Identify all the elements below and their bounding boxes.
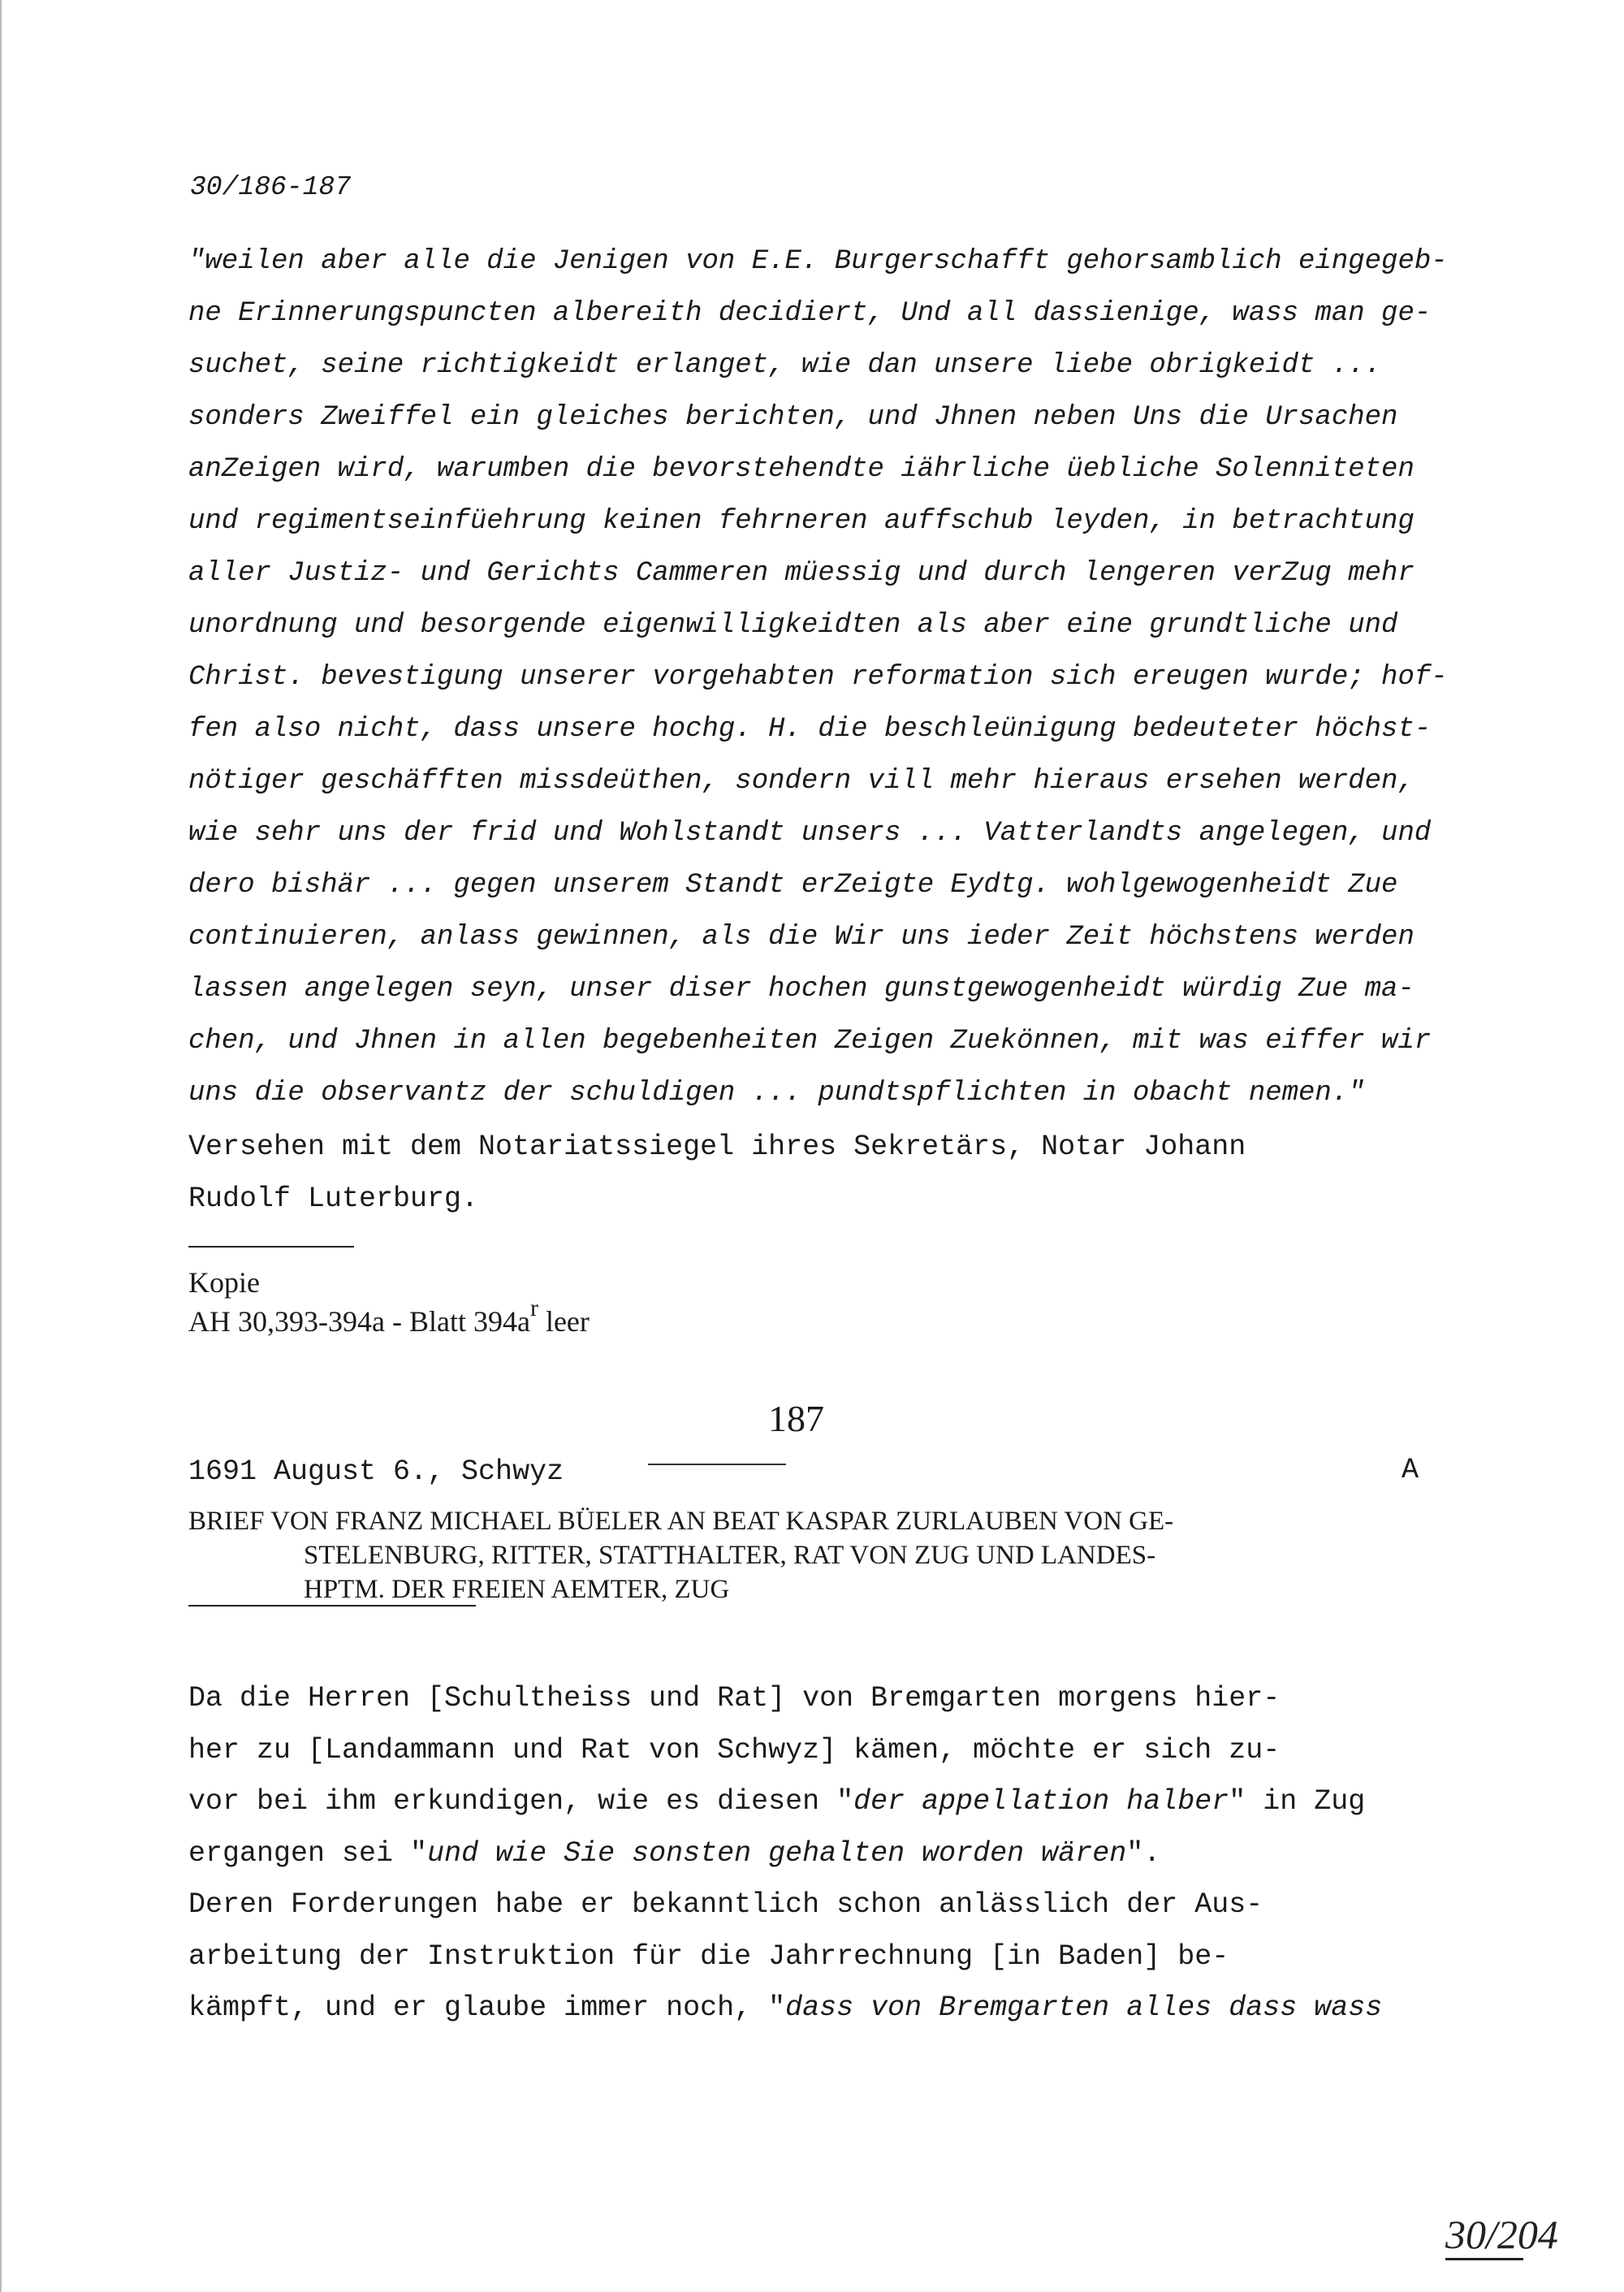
body-quote: und wie Sie sonsten gehalten worden wären: [427, 1836, 1127, 1870]
quote-line: anZeigen wird, warumben die bevorstehendte iährliche üebliche Solenniteten: [188, 454, 1415, 485]
quote-line: Christ. bevestigung unserer vorgehabten reformation sich ereugen wurde; hof-: [188, 662, 1448, 693]
body-text: kämpft, und er glaube immer noch, ": [188, 1991, 786, 2024]
document-marker: A: [1402, 1454, 1419, 1486]
footnote-divider: [188, 1246, 354, 1248]
archive-tail: leer: [545, 1305, 590, 1338]
archive-reference: [188, 1295, 590, 1338]
document-reference: 30/186-187: [190, 172, 352, 202]
body-quote: dass von Bremgarten alles dass wass: [785, 1991, 1383, 2024]
quote-line: suchet, seine richtigkeidt erlanget, wie dan unsere liebe obrigkeidt ...: [188, 350, 1382, 381]
quote-line: fen also nicht, dass unsere hochg. H. die beschleünigung bedeuteter höchst-: [188, 714, 1432, 745]
quote-line: lassen angelegen seyn, unser diser hochen gunstgewogenheidt würdig Zue ma-: [188, 974, 1415, 1005]
body-line: [188, 1931, 1382, 1983]
folio-underline: [1445, 2258, 1523, 2260]
document-title: [188, 1504, 1173, 1607]
quote-line: sonders Zweiffel ein gleiches berichten, und Jhnen neben Uns die Ursachen: [188, 402, 1398, 433]
body-text: vor bei ihm erkundigen, wie es diesen ": [188, 1785, 854, 1818]
seal-note: [188, 1121, 1246, 1225]
body-text: ".: [1126, 1836, 1161, 1870]
quote-line: aller Justiz- und Gerichts Cammeren müessig und durch lengeren verZug mehr: [188, 558, 1415, 589]
body-text: Deren Forderungen habe er bekanntlich schon anlässlich der Aus-: [188, 1888, 1263, 1921]
quote-line: chen, und Jhnen in allen begebenheiten Zeigen Zuekönnen, mit was eiffer wir: [188, 1026, 1432, 1057]
body-line: [188, 1879, 1382, 1931]
summary-text: [188, 1673, 1382, 2035]
title-divider: [188, 1605, 476, 1607]
dateline: 1691 August 6., Schwyz: [188, 1455, 564, 1488]
seal-line: Rudolf Luterburg.: [188, 1183, 479, 1215]
seal-line: Versehen mit dem Notariatssiegel ihres Sekretärs, Notar Johann: [188, 1131, 1246, 1163]
body-line: [188, 1776, 1382, 1828]
quote-line: nötiger geschäfften missdeüthen, sondern vill mehr hieraus ersehen werden,: [188, 766, 1415, 797]
title-line: STELENBURG, RITTER, STATTHALTER, RAT VON ZUG UND LANDES-: [304, 1541, 1156, 1570]
title-line: HPTM. DER FREIEN AEMTER, ZUG: [304, 1575, 730, 1604]
body-text: arbeitung der Instruktion für die Jahrrechnung [in Baden] be-: [188, 1940, 1229, 1973]
quote-line: dero bishär ... gegen unserem Standt erZeigte Eydtg. wohlgewogenheidt Zue: [188, 870, 1398, 901]
body-line: [188, 1983, 1382, 2035]
dateline-dash: [648, 1464, 786, 1465]
body-line: [188, 1673, 1382, 1725]
folio-number: 30/204: [1445, 2212, 1558, 2257]
quote-line: unordnung und besorgende eigenwilligkeidten als aber eine grundtliche und: [188, 610, 1398, 641]
body-text: her zu [Landammann und Rat von Schwyz] kämen, möchte er sich zu-: [188, 1733, 1281, 1767]
quoted-text: [188, 236, 1455, 1119]
quote-line: wie sehr uns der frid und Wohlstandt unsers ... Vatterlandts angelegen, und: [188, 818, 1432, 849]
quote-line: "weilen aber alle die Jenigen von E.E. Burgerschafft gehorsamblich eingegeb-: [188, 246, 1448, 277]
kopie-label: Kopie: [188, 1266, 260, 1299]
body-text: ergangen sei ": [188, 1836, 428, 1870]
document-number: 187: [768, 1398, 824, 1439]
quote-line: und regimentseinfüehrung keinen fehrneren auffschub leyden, in betrachtung: [188, 506, 1415, 537]
body-line: [188, 1828, 1382, 1880]
quote-line: ne Erinnerungspuncten albereith decidiert, Und all dassienige, wass man ge-: [188, 298, 1432, 329]
body-line: [188, 1725, 1382, 1777]
title-line: BRIEF VON FRANZ MICHAEL BÜELER AN BEAT KASPAR ZURLAUBEN VON GE-: [188, 1507, 1174, 1536]
archive-sup: r: [529, 1295, 538, 1321]
body-text: Da die Herren [Schultheiss und Rat] von Bremgarten morgens hier-: [188, 1682, 1281, 1715]
quote-line: continuieren, anlass gewinnen, als die Wir uns ieder Zeit höchstens werden: [188, 922, 1415, 953]
body-text: " in Zug: [1229, 1785, 1366, 1818]
archive-ref-text: AH 30,393-394a - Blatt 394a: [188, 1305, 530, 1338]
body-quote: der appellation halber: [853, 1785, 1229, 1818]
quote-line: uns die observantz der schuldigen ... pundtspflichten in obacht nemen.": [188, 1078, 1365, 1109]
